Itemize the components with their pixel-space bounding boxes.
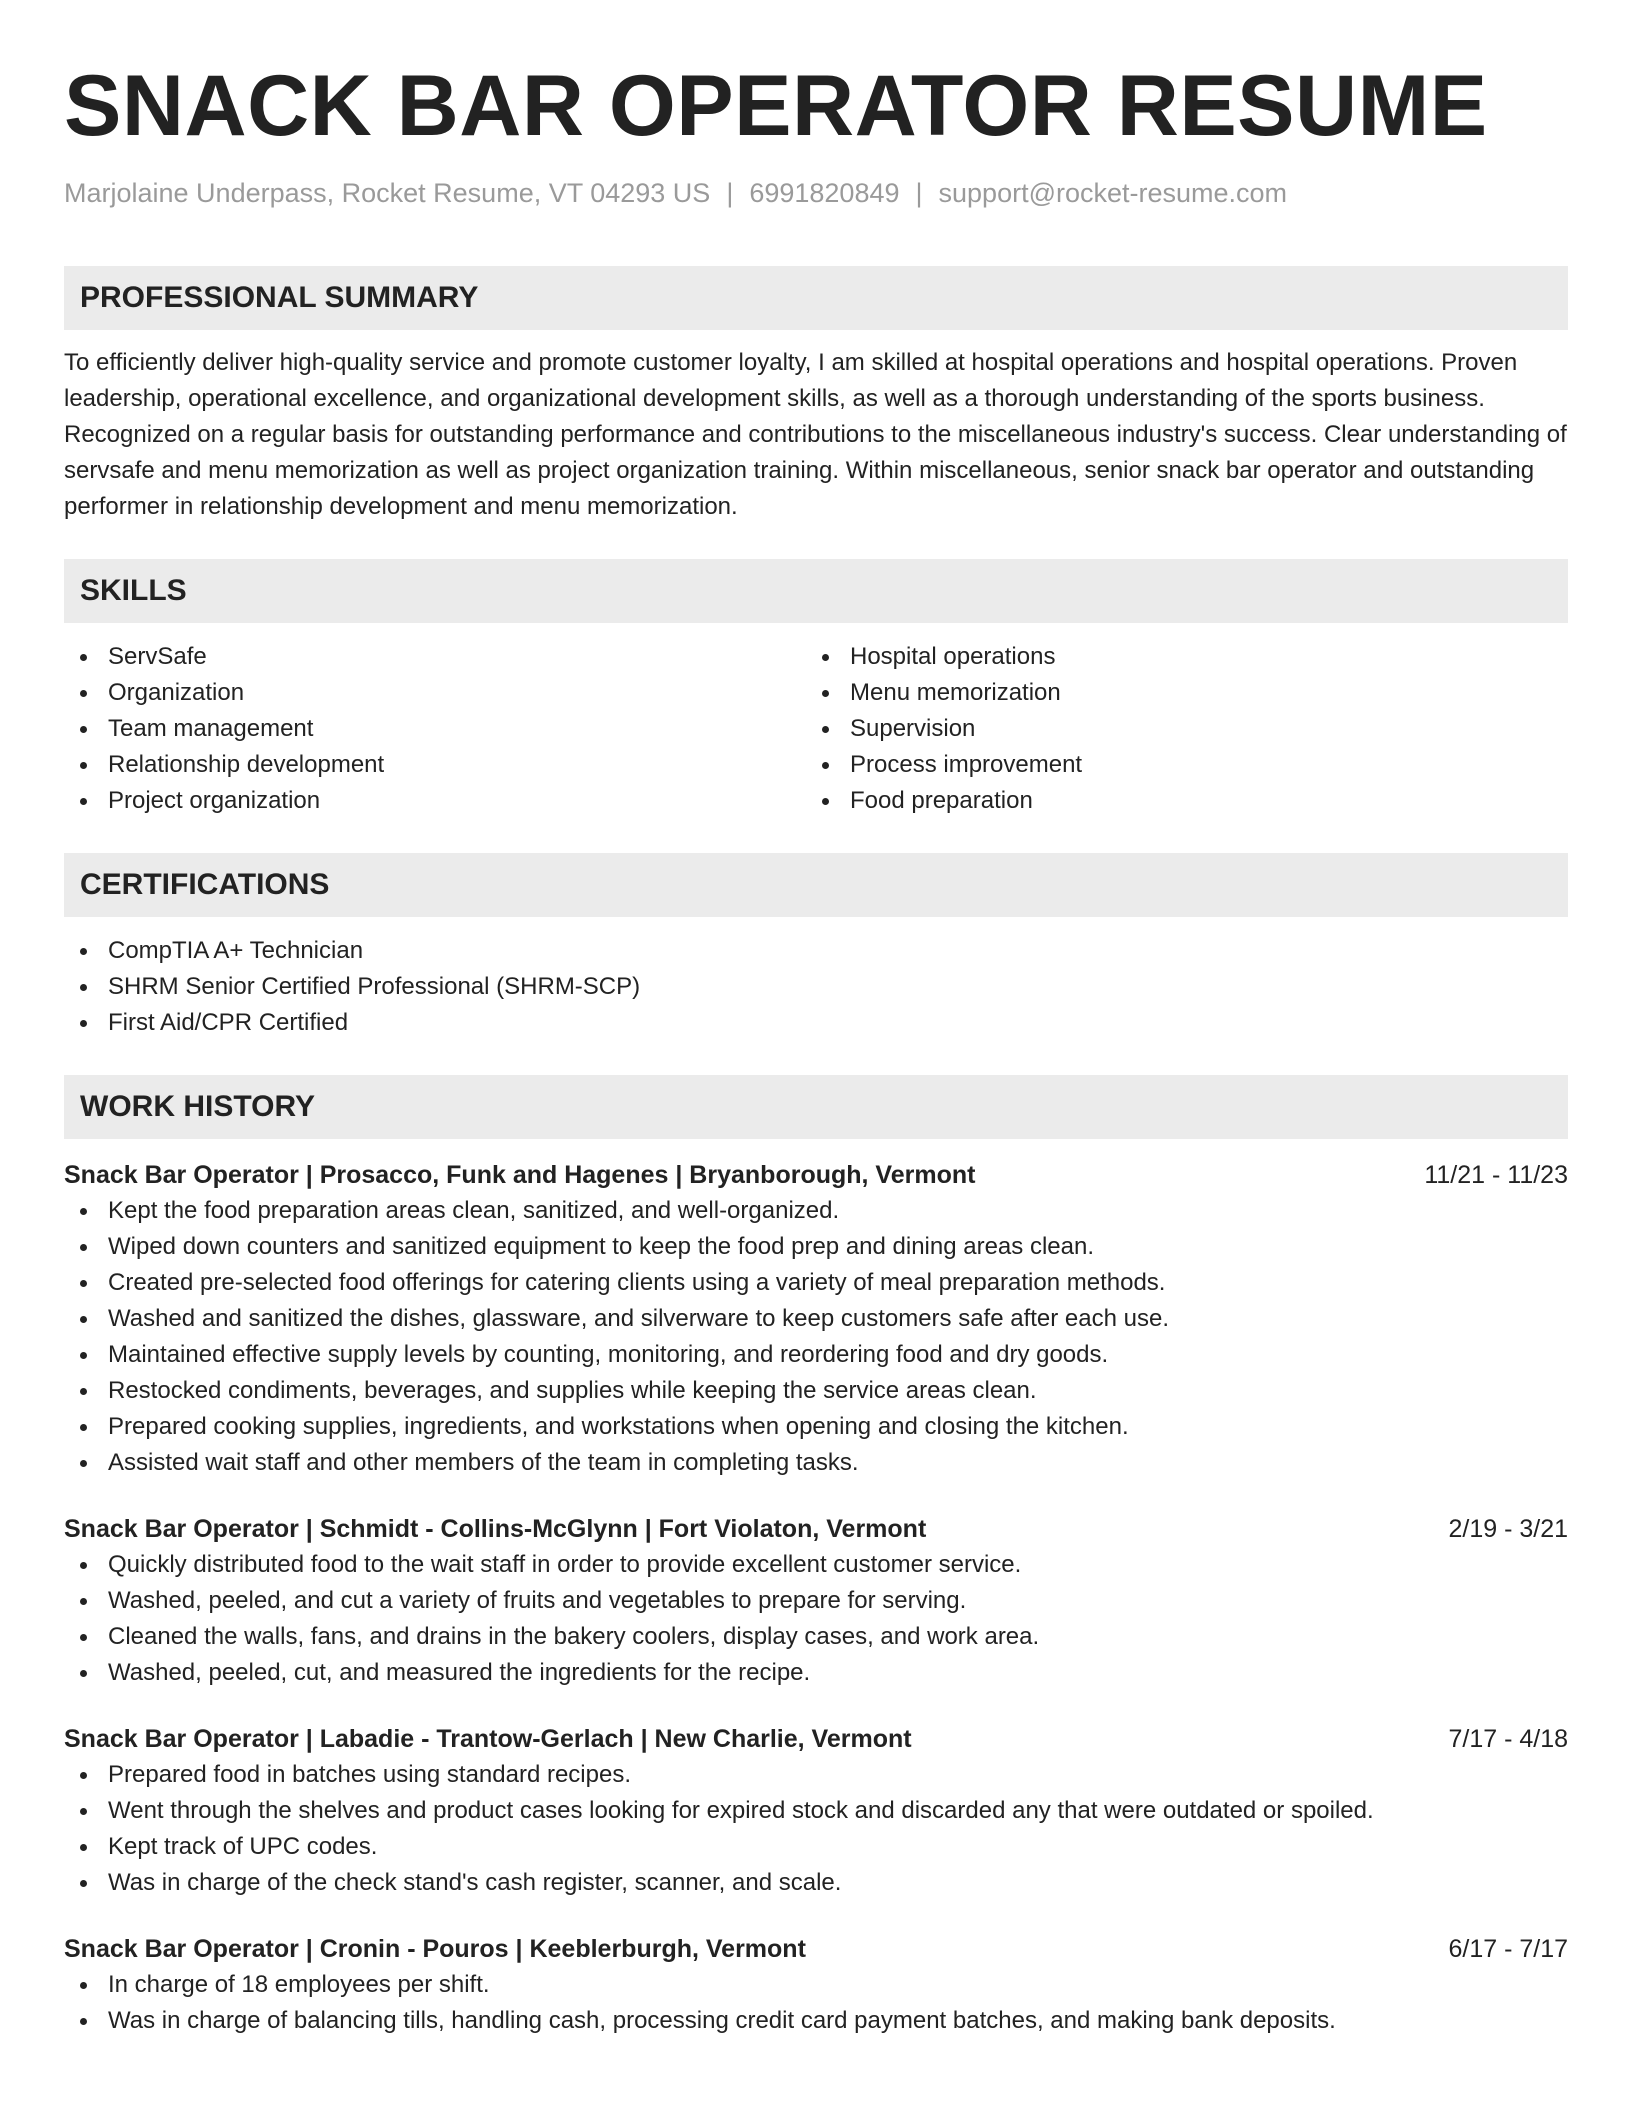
job-bullet: Prepared food in batches using standard recipes. (64, 1757, 1568, 1793)
contact-email: support@rocket-resume.com (938, 178, 1288, 208)
skills-left-list (64, 639, 806, 819)
skill-item: Menu memorization (806, 675, 1548, 711)
job-bullets (64, 1967, 1568, 2039)
skills-grid (64, 639, 1568, 819)
job-bullets (64, 1757, 1568, 1901)
contact-address: Marjolaine Underpass, Rocket Resume, VT 04293 US (64, 178, 711, 208)
summary-section (64, 266, 1568, 525)
skill-item: Relationship development (64, 747, 806, 783)
job-dates: 6/17 - 7/17 (1448, 1935, 1568, 1963)
job-bullet: Was in charge of the check stand's cash register, scanner, and scale. (64, 1865, 1568, 1901)
job-title: Snack Bar Operator | Schmidt - Collins-McGlynn | Fort Violaton, Vermont (64, 1515, 927, 1543)
skill-item: Organization (64, 675, 806, 711)
job-bullet: Quickly distributed food to the wait staff in order to provide excellent customer service. (64, 1547, 1568, 1583)
job-bullets (64, 1193, 1568, 1481)
job-bullet: In charge of 18 employees per shift. (64, 1967, 1568, 2003)
job-bullet: Washed, peeled, and cut a variety of fruits and vegetables to prepare for serving. (64, 1583, 1568, 1619)
job-bullet: Kept track of UPC codes. (64, 1829, 1568, 1865)
job-header (64, 1511, 1568, 1547)
job-entry (64, 1511, 1568, 1691)
contact-line (64, 176, 1568, 210)
job-bullet: Washed, peeled, cut, and measured the ingredients for the recipe. (64, 1655, 1568, 1691)
job-bullet: Was in charge of balancing tills, handling cash, processing credit card payment batches, and making bank deposits. (64, 2003, 1568, 2039)
job-bullet: Maintained effective supply levels by counting, monitoring, and reordering food and dry goods. (64, 1337, 1568, 1373)
skill-item: ServSafe (64, 639, 806, 675)
certification-item: CompTIA A+ Technician (64, 933, 1568, 969)
skills-right-list (806, 639, 1548, 819)
summary-heading: PROFESSIONAL SUMMARY (64, 266, 1568, 330)
job-bullet: Went through the shelves and product cases looking for expired stock and discarded any that were outdated or spoiled. (64, 1793, 1568, 1829)
job-entry (64, 1721, 1568, 1901)
job-dates: 7/17 - 4/18 (1448, 1725, 1568, 1753)
skills-heading: SKILLS (64, 559, 1568, 623)
skill-item: Team management (64, 711, 806, 747)
job-bullet: Wiped down counters and sanitized equipment to keep the food prep and dining areas clean. (64, 1229, 1568, 1265)
work-history-heading: WORK HISTORY (64, 1075, 1568, 1139)
job-bullet: Kept the food preparation areas clean, sanitized, and well-organized. (64, 1193, 1568, 1229)
job-title: Snack Bar Operator | Prosacco, Funk and Hagenes | Bryanborough, Vermont (64, 1161, 976, 1189)
job-header (64, 1931, 1568, 1967)
certifications-list (64, 933, 1568, 1041)
summary-text: To efficiently deliver high-quality service and promote customer loyalty, I am skilled at hospital operations and hospital operations. Proven leadership, operational excellence, and organizational development skills, as well as a thorough understanding of the sports business. Recognized on a regular basis for outstanding performance and contributions to the miscellaneous industry's success. Clear understanding of servsafe and menu memorization as well as project organization training. Within miscellaneous, senior snack bar operator and outstanding performer in relationship development and menu memorization. (64, 349, 1567, 520)
job-bullet: Assisted wait staff and other members of the team in completing tasks. (64, 1445, 1568, 1481)
job-header (64, 1721, 1568, 1757)
job-bullets (64, 1547, 1568, 1691)
skill-item: Hospital operations (806, 639, 1548, 675)
job-bullet: Created pre-selected food offerings for catering clients using a variety of meal preparation methods. (64, 1265, 1568, 1301)
skill-item: Food preparation (806, 783, 1548, 819)
contact-phone: 6991820849 (749, 178, 900, 208)
contact-separator: | (726, 178, 734, 208)
skill-item: Supervision (806, 711, 1548, 747)
certification-item: First Aid/CPR Certified (64, 1005, 1568, 1041)
skill-item: Project organization (64, 783, 806, 819)
job-bullet: Washed and sanitized the dishes, glassware, and silverware to keep customers safe after each use. (64, 1301, 1568, 1337)
work-history-section (64, 1075, 1568, 2039)
job-entry (64, 1931, 1568, 2039)
job-header (64, 1157, 1568, 1193)
job-bullet: Prepared cooking supplies, ingredients, and workstations when opening and closing the kitchen. (64, 1409, 1568, 1445)
contact-separator: | (915, 178, 923, 208)
certifications-heading: CERTIFICATIONS (64, 853, 1568, 917)
skills-section (64, 559, 1568, 819)
job-dates: 11/21 - 11/23 (1424, 1161, 1568, 1189)
certifications-section (64, 853, 1568, 1041)
job-bullet: Restocked condiments, beverages, and supplies while keeping the service areas clean. (64, 1373, 1568, 1409)
job-dates: 2/19 - 3/21 (1448, 1515, 1568, 1543)
job-bullet: Cleaned the walls, fans, and drains in the bakery coolers, display cases, and work area. (64, 1619, 1568, 1655)
job-entry (64, 1157, 1568, 1481)
resume-title: SNACK BAR OPERATOR RESUME (64, 58, 1488, 154)
job-title: Snack Bar Operator | Labadie - Trantow-Gerlach | New Charlie, Vermont (64, 1725, 912, 1753)
certification-item: SHRM Senior Certified Professional (SHRM-SCP) (64, 969, 1568, 1005)
job-title: Snack Bar Operator | Cronin - Pouros | Keeblerburgh, Vermont (64, 1935, 806, 1963)
skill-item: Process improvement (806, 747, 1548, 783)
